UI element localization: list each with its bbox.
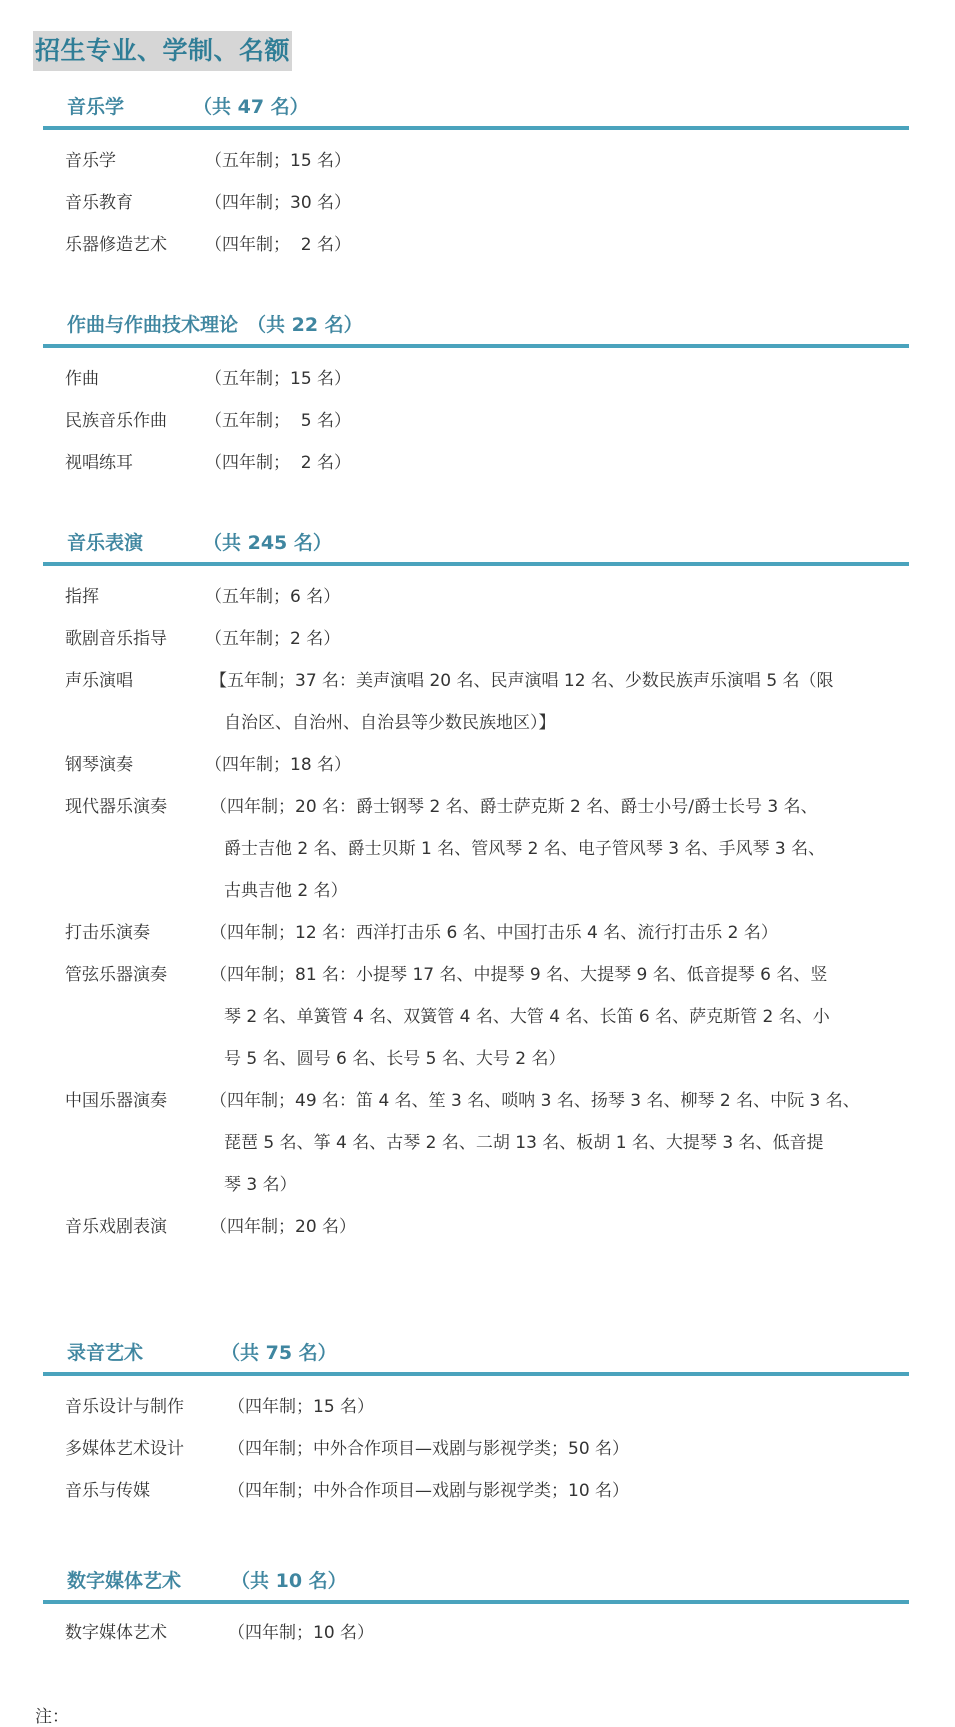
major-name: 音乐设计与制作 bbox=[65, 1397, 184, 1417]
major-detail: 【五年制；37 名：美声演唱 20 名、民声演唱 12 名、少数民族声乐演唱 5 名（限 自治区、自治州、自治县等少数民族地区）】 bbox=[210, 671, 834, 733]
section-header bbox=[43, 310, 909, 348]
section-name: 音乐学 bbox=[67, 96, 125, 118]
major-name: 管弦乐器演奏 bbox=[65, 965, 167, 985]
major-detail: （五年制； 5 名） bbox=[205, 411, 352, 431]
section-header bbox=[43, 1566, 909, 1604]
major-detail: （四年制； 2 名） bbox=[205, 235, 352, 255]
major-name: 音乐学 bbox=[65, 151, 116, 171]
major-detail: （四年制； 2 名） bbox=[205, 453, 352, 473]
major-name: 打击乐演奏 bbox=[65, 923, 150, 943]
major-name: 民族音乐作曲 bbox=[65, 411, 167, 431]
section-total: （共 22 名） bbox=[247, 314, 363, 336]
major-detail: （四年制；18 名） bbox=[205, 755, 352, 775]
section-total: （共 47 名） bbox=[193, 96, 309, 118]
section-total: （共 75 名） bbox=[221, 1342, 337, 1364]
major-detail: （四年制；15 名） bbox=[228, 1397, 375, 1417]
section-name: 音乐表演 bbox=[67, 532, 144, 554]
major-name: 多媒体艺术设计 bbox=[65, 1439, 184, 1459]
major-detail: （四年制；20 名） bbox=[210, 1217, 357, 1237]
major-detail: （四年制；81 名：小提琴 17 名、中提琴 9 名、大提琴 9 名、低音提琴 6 名、竖 琴 2 名、单簧管 4 名、双簧管 4 名、大管 4 名、长笛 6 名、萨克斯管 2 名、小 号 5 名、圆号 6 名、长号 5 名、大号 2 名） bbox=[210, 965, 830, 1069]
note-label: 注： bbox=[35, 1707, 69, 1727]
major-name: 数字媒体艺术 bbox=[65, 1623, 167, 1643]
major-detail: （四年制；12 名：西洋打击乐 6 名、中国打击乐 4 名、流行打击乐 2 名） bbox=[210, 923, 778, 943]
major-name: 音乐教育 bbox=[65, 193, 133, 213]
section-total: （共 245 名） bbox=[203, 532, 332, 554]
section-header bbox=[43, 92, 909, 130]
major-name: 视唱练耳 bbox=[65, 453, 133, 473]
major-name: 钢琴演奏 bbox=[65, 755, 133, 775]
major-name: 声乐演唱 bbox=[65, 671, 133, 691]
section-header bbox=[43, 528, 909, 566]
section-name: 作曲与作曲技术理论 bbox=[67, 314, 239, 336]
major-name: 现代器乐演奏 bbox=[65, 797, 167, 817]
major-detail: （四年制；中外合作项目—戏剧与影视学类；10 名） bbox=[228, 1481, 630, 1501]
section-name: 数字媒体艺术 bbox=[67, 1570, 182, 1592]
major-name: 乐器修造艺术 bbox=[65, 235, 167, 255]
section-header bbox=[43, 1338, 909, 1376]
section-total: （共 10 名） bbox=[231, 1570, 347, 1592]
major-detail: （四年制；49 名：笛 4 名、笙 3 名、唢呐 3 名、扬琴 3 名、柳琴 2 名、中阮 3 名、 琵琶 5 名、筝 4 名、古琴 2 名、二胡 13 名、板胡 1 名、大提琴 3 名、低音提 琴 3 名） bbox=[210, 1091, 860, 1195]
major-name: 歌剧音乐指导 bbox=[65, 629, 167, 649]
major-detail: （四年制；20 名：爵士钢琴 2 名、爵士萨克斯 2 名、爵士小号/爵士长号 3 名、 爵士吉他 2 名、爵士贝斯 1 名、管风琴 2 名、电子管风琴 3 名、手风琴 3 名、 古典吉他 2 名） bbox=[210, 797, 826, 901]
major-detail: （四年制；中外合作项目—戏剧与影视学类；50 名） bbox=[228, 1439, 630, 1459]
major-detail: （五年制；2 名） bbox=[205, 629, 341, 649]
major-name: 中国乐器演奏 bbox=[65, 1091, 167, 1111]
major-name: 作曲 bbox=[65, 369, 99, 389]
major-detail: （五年制；15 名） bbox=[205, 369, 352, 389]
major-detail: （五年制；6 名） bbox=[205, 587, 341, 607]
section-name: 录音艺术 bbox=[67, 1342, 144, 1364]
major-name: 指挥 bbox=[65, 587, 99, 607]
major-detail: （四年制；30 名） bbox=[205, 193, 352, 213]
major-detail: （四年制；10 名） bbox=[228, 1623, 375, 1643]
major-name: 音乐戏剧表演 bbox=[65, 1217, 167, 1237]
major-detail: （五年制；15 名） bbox=[205, 151, 352, 171]
major-name: 音乐与传媒 bbox=[65, 1481, 150, 1501]
page-title: 招生专业、学制、名额 bbox=[33, 31, 292, 71]
